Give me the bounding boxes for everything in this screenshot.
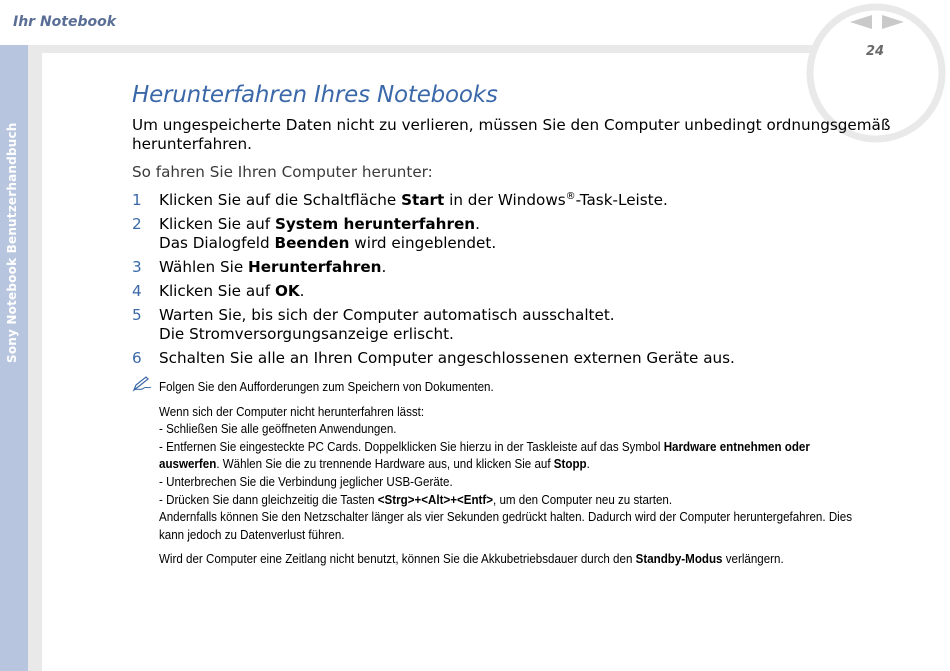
step-item [132, 349, 932, 368]
step-bold: OK [274, 282, 300, 300]
step-text: Die Stromversorgungsanzeige erlischt. [159, 325, 454, 343]
step-bold: Beenden [274, 234, 350, 252]
step-number: 4 [132, 282, 142, 300]
note-2-item: - Unterbrechen Sie die Verbindung jeglicher USB-Geräte. [159, 474, 453, 489]
next-page-button[interactable] [880, 12, 906, 32]
intro-text: Um ungespeicherte Daten nicht zu verlieren, müssen Sie den Computer unbedingt ordnungsgemäß herunterfahren. [132, 116, 891, 153]
step-number: 5 [132, 306, 142, 324]
note-text: , um den Computer neu zu starten. [493, 492, 673, 507]
step-number: 3 [132, 258, 142, 276]
pencil-note-icon [132, 376, 152, 392]
step-text: Klicken Sie auf [159, 282, 275, 300]
note-text: . [586, 457, 590, 472]
note-bold: Stopp [553, 457, 587, 472]
step-bold: Start [401, 191, 445, 209]
step-item [132, 191, 932, 210]
note-2-item: - Schließen Sie alle geöffneten Anwendungen. [159, 422, 397, 437]
note-bold: Hardware entnehmen oder auswerfen [159, 439, 810, 472]
page-title: Herunterfahren Ihres Notebooks [132, 82, 498, 108]
step-item [132, 258, 932, 277]
steps-list [132, 191, 932, 368]
step-bold: System herunterfahren [274, 215, 476, 233]
header-title: Ihr Notebook [13, 14, 117, 30]
page-number: 24 [865, 44, 885, 59]
top-band [28, 45, 828, 53]
registered-mark: ® [565, 190, 576, 202]
note-bold: <Strg>+<Alt>+<Entf> [377, 492, 494, 507]
note-text: - Drücken Sie dann gleichzeitig die Tasten [159, 492, 378, 507]
step-number: 1 [132, 191, 142, 209]
step-item [132, 282, 932, 301]
arrow-right-icon [880, 12, 906, 32]
left-band [28, 45, 42, 671]
arrow-left-icon [848, 12, 874, 32]
step-text: Wählen Sie [159, 258, 249, 276]
note-2-end: Andernfalls können Sie den Netzschalter länger als vier Sekunden gedrückt halten. Dadurch wird der Computer heruntergefahren. Dies kann jedoch zu Datenverlust führen. [159, 510, 853, 542]
step-text: Klicken Sie auf [159, 215, 275, 233]
step-text: in der Windows [444, 191, 566, 209]
step-text: Warten Sie, bis sich der Computer automatisch ausschaltet. [159, 306, 615, 324]
note-2-intro: Wenn sich der Computer nicht herunterfahren lässt: [159, 404, 425, 419]
note-text: . Wählen Sie die zu trennende Hardware aus, und klicken Sie auf [216, 457, 554, 472]
step-text: -Task-Leiste. [575, 191, 668, 209]
note-2-item [159, 492, 872, 510]
step-text: . [381, 258, 387, 276]
previous-page-button[interactable] [848, 12, 874, 32]
sidebar [0, 45, 28, 671]
note-1: Folgen Sie den Aufforderungen zum Speichern von Dokumenten. [159, 380, 494, 394]
step-number: 2 [132, 215, 142, 233]
note-3 [159, 551, 872, 569]
step-text: Das Dialogfeld [159, 234, 275, 252]
notes-block [159, 379, 872, 569]
step-text: . [475, 215, 480, 233]
main-content [132, 80, 932, 373]
step-bold: Herunterfahren [248, 258, 382, 276]
step-text: Schalten Sie alle an Ihren Computer angeschlossenen externen Geräte aus. [159, 349, 735, 367]
sidebar-label: Sony Notebook Benutzerhandbuch [5, 122, 19, 363]
note-2-item [159, 439, 872, 474]
note-text: - Entfernen Sie eingesteckte PC Cards. Doppelklicken Sie hierzu in der Taskleiste auf das Symbol [159, 439, 664, 454]
step-text: . [299, 282, 305, 300]
steps-lead: So fahren Sie Ihren Computer herunter: [132, 163, 433, 181]
step-text: wird eingeblendet. [349, 234, 497, 252]
step-text: Klicken Sie auf die Schaltfläche [159, 191, 402, 209]
note-text: verlängern. [722, 552, 784, 567]
step-item [132, 215, 932, 253]
note-text: Wird der Computer eine Zeitlang nicht benutzt, können Sie die Akkubetriebsdauer durch den [159, 552, 636, 567]
step-item [132, 306, 932, 344]
step-number: 6 [132, 349, 142, 367]
note-bold: Standby-Modus [635, 552, 723, 567]
